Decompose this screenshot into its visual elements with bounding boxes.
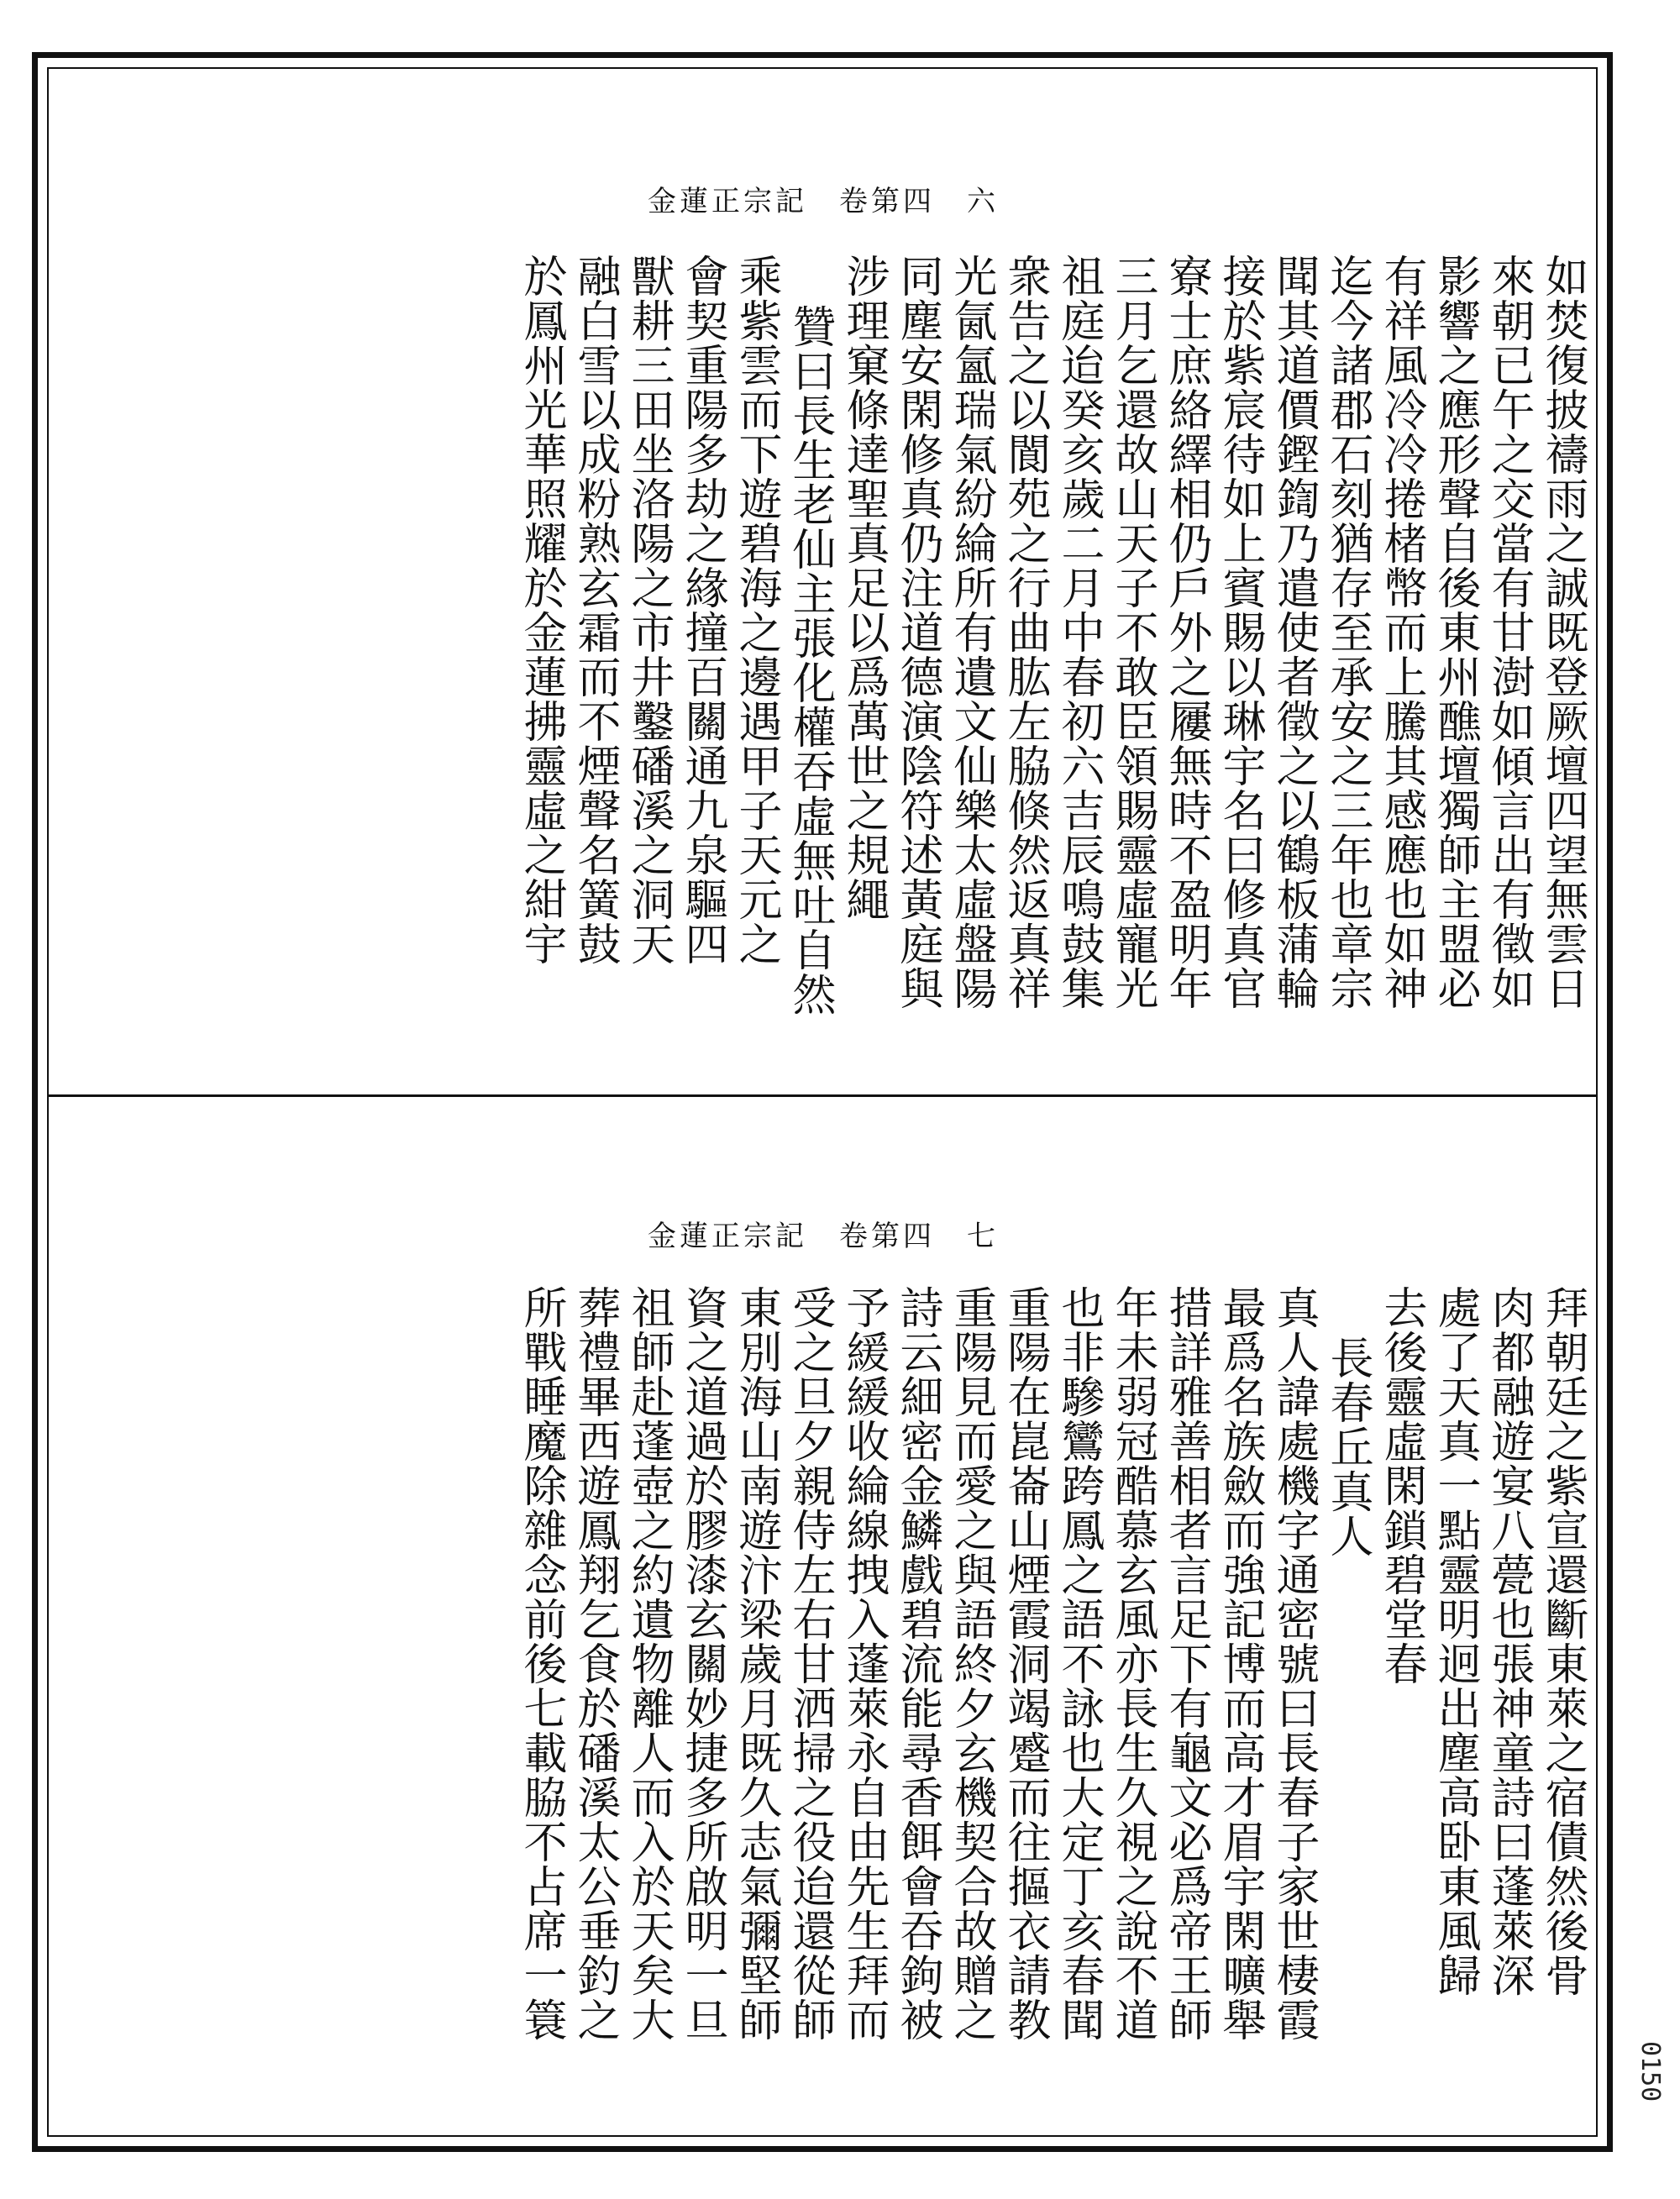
text-column: 重陽在崑崙山煙霞洞竭蹙而往摳衣請教	[1000, 1285, 1050, 2042]
text-column: 去後靈虛閑鎖碧堂春	[1376, 1285, 1426, 1686]
text-column: 東別海山南遊汴梁歲月既久志氣彌堅師	[731, 1285, 781, 2042]
text-column: 涉理窠條達聖真足以爲萬世之規繩	[838, 254, 889, 921]
text-column: 同塵安閑修真仍注道德演陰符述黃庭與	[892, 254, 942, 1010]
section-heading: 長春丘真人	[1322, 1336, 1373, 1558]
text-column: 來朝已午之交當有甘澍如傾言出有徵如	[1483, 254, 1534, 1010]
text-column: 也非驂鸞跨鳳之語不詠也大定丁亥春聞	[1053, 1285, 1104, 2042]
text-column: 迄今諸郡石刻猶存至承安之三年也章宗	[1322, 254, 1373, 1010]
text-column: 融白雪以成粉熟玄霜而不煙聲名簧鼓	[570, 254, 620, 966]
text-column: 肉都融遊宴八甍也張神童詩曰蓬萊深	[1483, 1285, 1534, 1997]
text-column: 拜朝廷之紫宣還斷東萊之宿債然後骨	[1537, 1285, 1588, 1997]
text-column: 措詳雅善相者言足下有龜文必爲帝王師	[1161, 1285, 1211, 2042]
lower-page	[59, 1100, 1588, 2133]
text-column: 寮士庶絡繹相仍戶外之屨無時不盈明年	[1161, 254, 1211, 1010]
text-column: 接於紫宸待如上賓賜以琳宇名曰修真官	[1215, 254, 1265, 1010]
text-column: 予緩緩收綸線拽入蓬萊永自由先生拜而	[838, 1285, 889, 2042]
text-column: 處了天真一點靈明迥出塵高卧東風歸	[1430, 1285, 1480, 1997]
text-column: 有祥風冷冷捲楮幣而上騰其感應也如神	[1376, 254, 1426, 1010]
text-column: 最爲名族斂而強記博而高才眉宇閑曠舉	[1215, 1285, 1265, 2042]
text-column: 聞其道價鏗鍧乃遣使者徵之以鶴板蒲輪	[1268, 254, 1319, 1010]
text-column: 乘紫雲而下遊碧海之邊遇甲子天元之	[731, 254, 781, 966]
upper-page	[59, 69, 1588, 1092]
running-head: 金蓮正宗記 卷第四 七	[648, 1220, 999, 1253]
text-column: 重陽見而愛之與語終夕玄機契合故贈之	[946, 1285, 996, 2042]
text-columns	[59, 1285, 1588, 2117]
text-columns	[59, 254, 1588, 1085]
running-head: 金蓮正宗記 卷第四 六	[648, 185, 999, 218]
text-column: 如焚復披禱雨之誠既登厥壇四望無雲日	[1537, 254, 1588, 1010]
text-column: 葬禮畢西遊鳳翔乞食於磻溪太公垂釣之	[570, 1285, 620, 2042]
text-column: 三月乞還故山天子不敢臣領賜靈虛寵光	[1107, 254, 1158, 1010]
text-column: 詩云細密金鱗戲碧流能尋香餌會吞鉤被	[892, 1285, 942, 2042]
text-column: 光氤氳瑞氣紛綸所有遺文仙樂太虛盤陽	[946, 254, 996, 1010]
text-column: 祖師赴蓬壺之約遺物離人而入於天矣大	[623, 1285, 674, 2042]
text-column: 年未弱冠酷慕玄風亦長生久視之說不道	[1107, 1285, 1158, 2042]
text-column: 祖庭迨癸亥歲二月中春初六吉辰鳴鼓集	[1053, 254, 1104, 1010]
page-divider	[47, 1094, 1598, 1097]
page-number: 0150	[1635, 2041, 1665, 2102]
text-column: 受之旦夕親侍左右甘洒掃之役迨還從師	[785, 1285, 835, 2042]
text-column: 會契重陽多劫之緣撞百關通九泉驅四	[677, 254, 727, 966]
text-column: 衆告之以閬苑之行曲肱左脇倏然返真祥	[1000, 254, 1050, 1010]
text-column: 資之道過於膠漆玄關妙捷多所啟明一旦	[677, 1285, 727, 2042]
text-column: 所戰睡魔除雜念前後七載脇不占席一簑	[516, 1285, 566, 2042]
text-column: 影響之應形聲自後東州醮壇獨師主盟必	[1430, 254, 1480, 1010]
text-column: 真人諱處機字通密號曰長春子家世棲霞	[1268, 1285, 1319, 2042]
text-column: 於鳳州光華照耀於金蓮拂靈虛之紺宇	[516, 254, 566, 966]
text-column: 贊曰長生老仙主張化權吞虛無吐自然	[785, 304, 835, 1016]
text-column: 獸耕三田坐洛陽之市井鑿磻溪之洞天	[623, 254, 674, 966]
